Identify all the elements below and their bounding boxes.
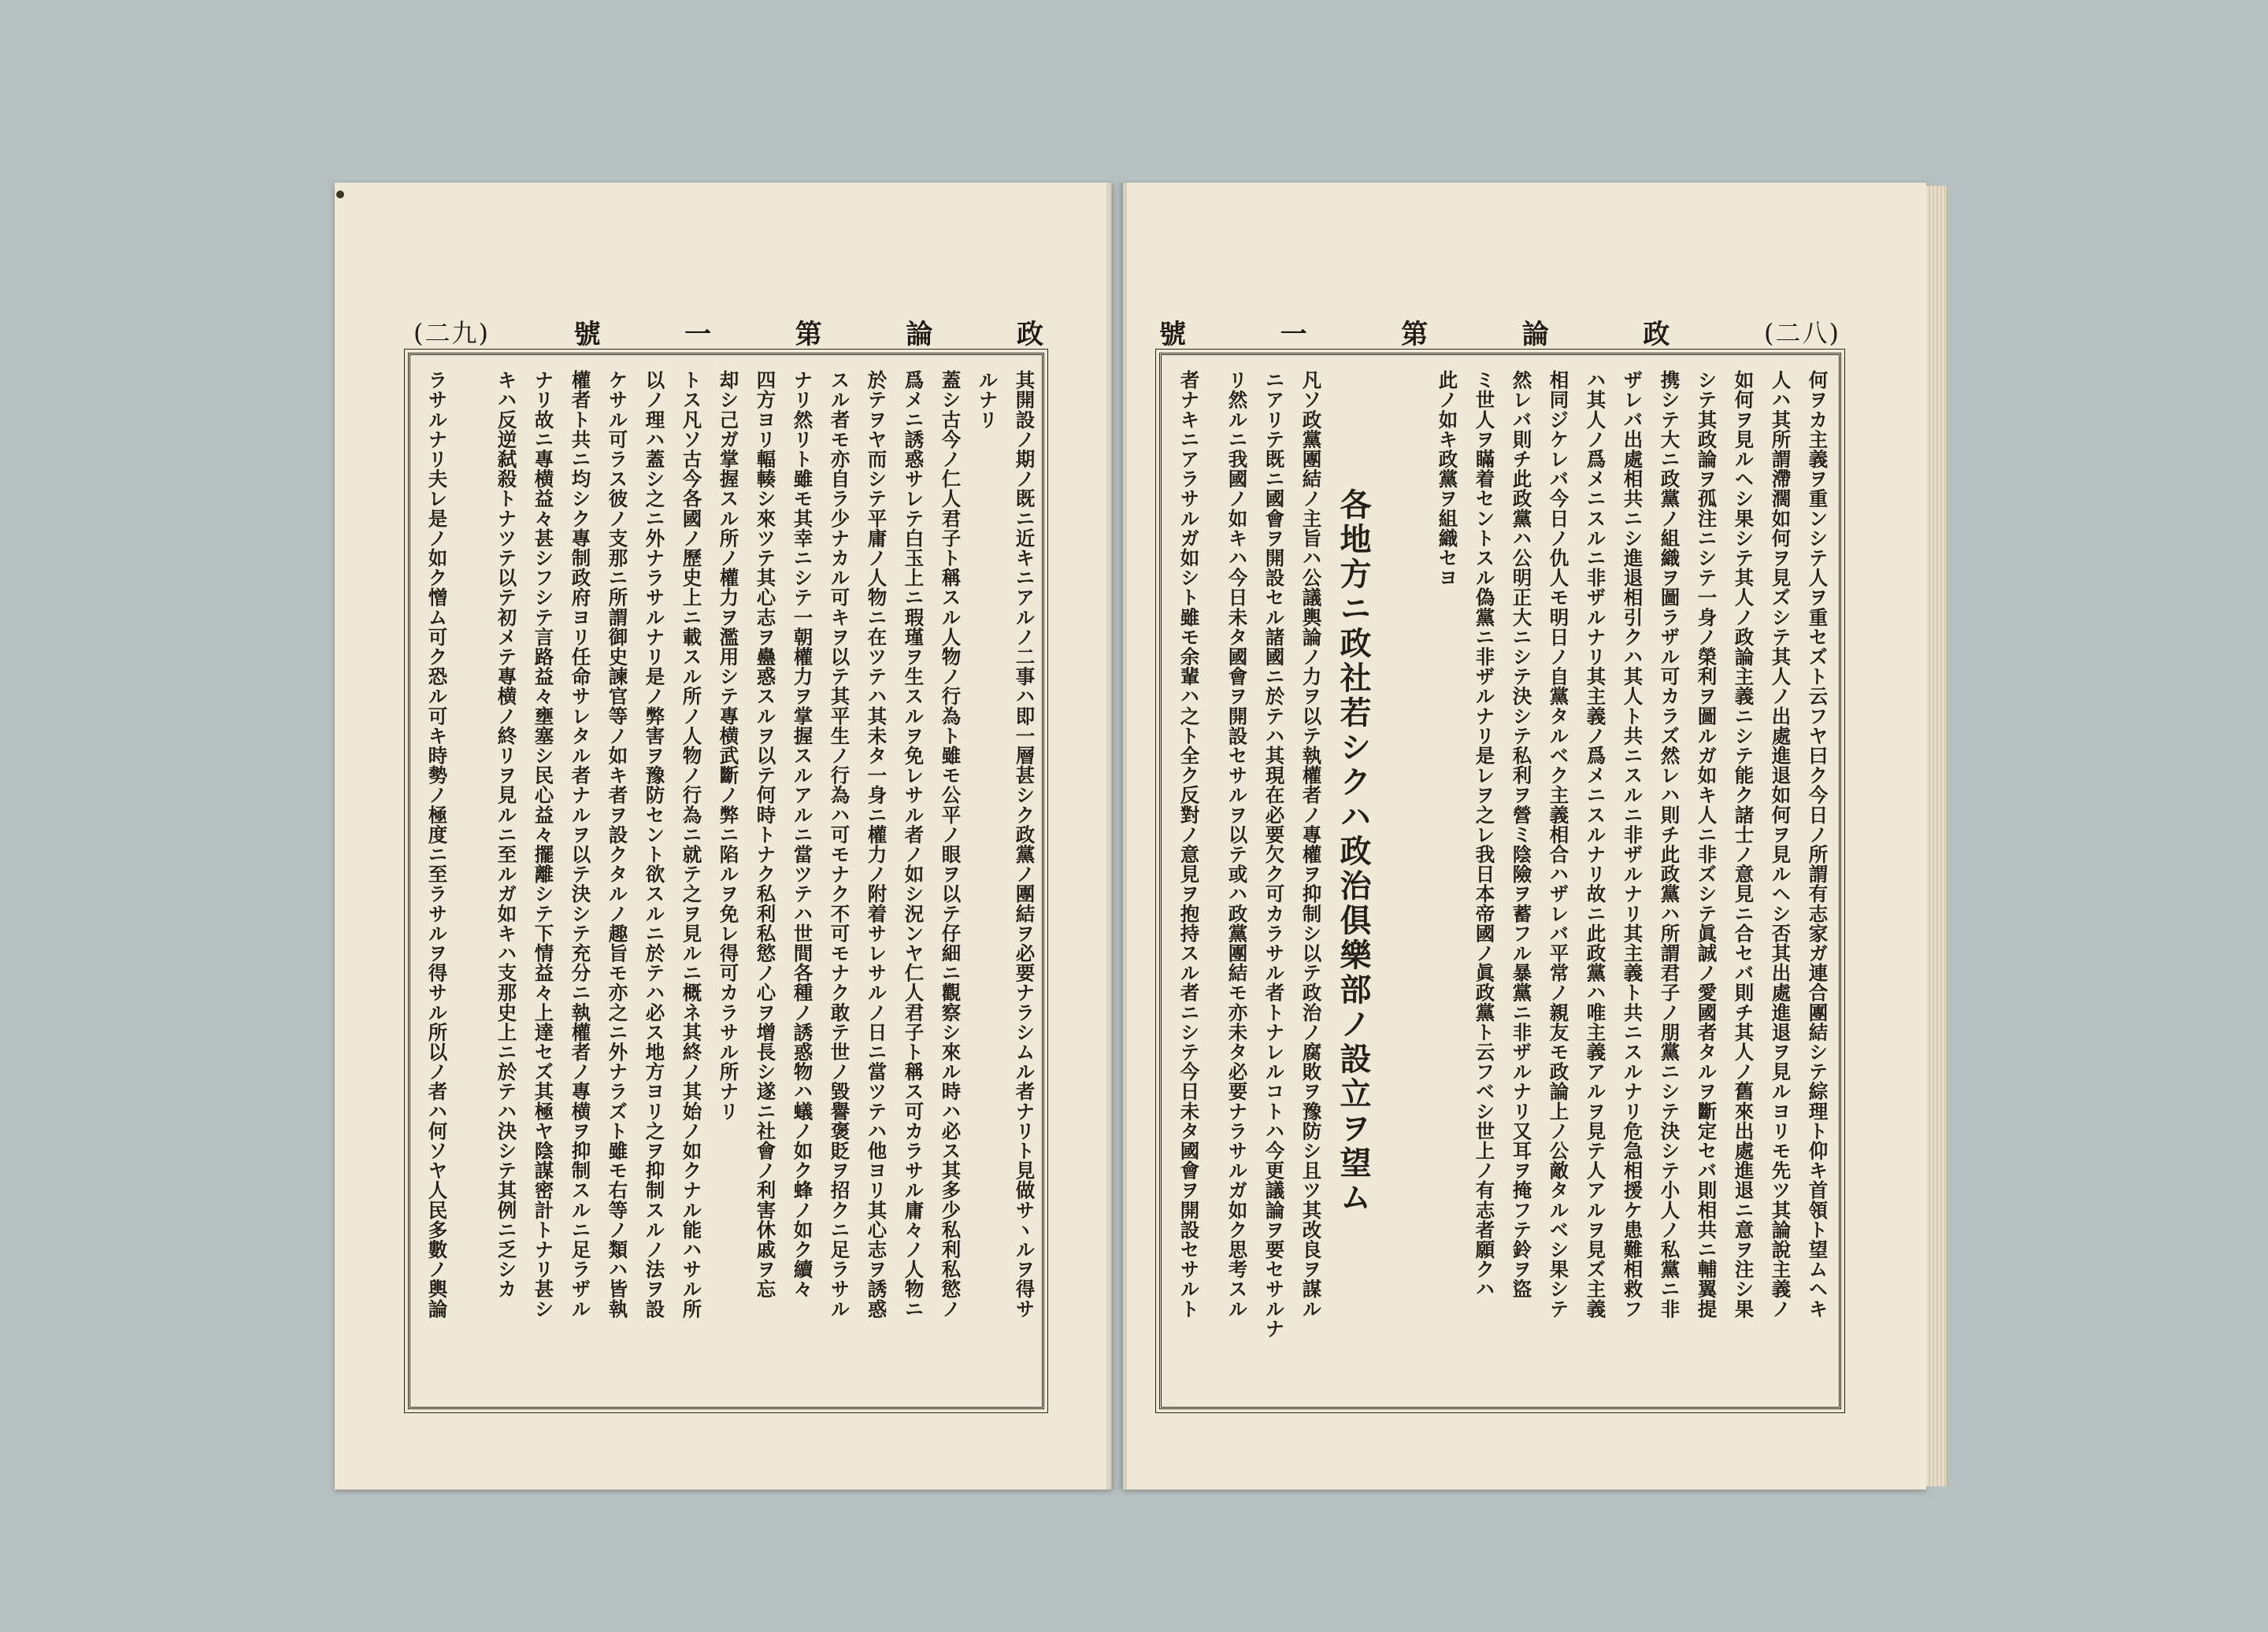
left-header-word: 一	[684, 318, 712, 350]
text-column: ハ其人ノ爲メニスルニ非ザルナリ其主義ノ爲メニスルナリ故ニ此政黨ハ唯主義アルヲ見テ人アルヲ見ズ主義	[1584, 370, 1607, 1319]
right-page-number: (二八)	[1763, 318, 1840, 348]
right-header-word: 第	[1401, 318, 1429, 350]
text-column: 權者ト共ニ均シク專制政府ヨリ任命サレタル者ナルヲ以テ決シテ充分ニ執權者ノ專横ヲ抑制スルニ足ラザル	[569, 370, 592, 1319]
right-header-word: 一	[1280, 318, 1307, 350]
text-column: ミ世人ヲ瞞着セントスル偽黨ニ非ザルナリ是レヲ之レ我日本帝國ノ眞政黨ト云フベシ世上ノ有志者願クハ	[1473, 370, 1496, 1299]
text-column: 凡ソ政黨團結ノ主旨ハ公議輿論ノ力ヲ以テ執權者ノ專權ヲ抑制シ以テ政治ノ腐敗ヲ豫防シ且ツ其改良ヲ謀ル	[1299, 370, 1323, 1319]
page-edges	[1926, 186, 1947, 1486]
left-header-word: 政	[1016, 318, 1043, 350]
right-page-header	[1159, 313, 1840, 350]
text-column: 人ハ其所謂滯濶如何ヲ見ズシテ其人ノ出處進退如何ヲ見ルヘシ否其出處進退ヲ見ルヨリモ先ツ其論說主義ノ	[1769, 370, 1792, 1319]
text-column: 携シテ大ニ政黨ノ組織ヲ圖ラザル可カラズ然レハ則チ此政黨ハ所謂君子ノ朋黨ニシテ決シテ小人ノ私黨ニ非	[1658, 370, 1681, 1319]
text-column: 如何ヲ見ルヘシ果シテ其人ノ政論主義ニシテ能ク諸士ノ意見ニ合セバ則チ其人ノ舊來出處進退ニ意ヲ注シ果	[1732, 370, 1755, 1319]
ink-dot	[336, 191, 344, 198]
text-column: 其開設ノ期ノ既ニ近キニアルノ二事ハ即一層甚シク政黨ノ團結ヲ必要ナラシムル者ナリト見做サヽルヲ得サ	[1013, 370, 1036, 1319]
text-column: リ然ルニ我國ノ如キハ今日未タ國會ヲ開設セサルヲ以テ或ハ政黨團結モ亦未タ必要ナラサルガ如ク思考スル	[1225, 370, 1249, 1319]
left-header-word: 號	[573, 318, 601, 350]
text-column: 四方ヨリ輻輳シ來ツテ其心志ヲ蠱惑スルヲ以テ何時トナク私利私慾ノ心ヲ增長シ遂ニ社會ノ利害休戚ヲ忘	[754, 370, 777, 1299]
text-column: トス凡ソ古今各國ノ歷史上ニ載スル所ノ人物ノ行為ニ就テ之ヲ見ルニ概ネ其終ノ其始ノ如クナル能ハサル所	[680, 370, 703, 1319]
text-column: 爲メニ誘惑サレテ白玉上ニ瑕瑾ヲ生スルヲ免レサル者ノ如シ況ンヤ仁人君子ト稱ス可カラサル庸々ノ人物ニ	[902, 370, 925, 1319]
text-column: ケサル可ラス彼ノ支那ニ所謂御史諫官等ノ如キ者ヲ設クタルノ趣旨モ亦之ニ外ナラズト雖モ右等ノ類ハ皆執	[606, 370, 629, 1319]
text-column: 却シ己ガ掌握スル所ノ權力ヲ濫用シテ專横武斷ノ弊ニ陷ルヲ免レ得可カラサル所ナリ	[717, 370, 740, 1121]
left-header-word: 第	[795, 318, 822, 350]
left-page-header	[413, 313, 1043, 350]
text-column: ニアリテ既ニ國會ヲ開設セル諸國ニ於テハ其現在必要欠ク可カラサル者トナレルコトハ今更議論ヲ要セサルナ	[1262, 370, 1286, 1338]
text-column: 此ノ如キ政黨ヲ組織セヨ	[1436, 370, 1459, 588]
text-column: 相同ジケレバ今日ノ仇人モ明日ノ自黨タルベク主義相合ハザレバ平常ノ親友モ政論上ノ公敵タルベシ果シテ	[1547, 370, 1570, 1319]
text-column: ラサルナリ夫レ是ノ如ク憎ム可ク恐ル可キ時勢ノ極度ニ至ラサルヲ得サル所以ノ者ハ何ソヤ人民多數ノ輿論	[425, 370, 449, 1319]
text-column: 於テヲヤ而シテ平庸ノ人物ニ在ツテハ其未タ一身ニ權力ノ附着サレサルノ日ニ當ツテハ他ヨリ其心志ヲ誘惑	[865, 370, 888, 1319]
left-header-word: 論	[906, 318, 933, 350]
text-column: シテ其政論ヲ孤注ニシテ一身ノ榮利ヲ圖ルガ如キ人ニ非ズシテ眞誠ノ愛國者タルヲ斷定セバ則相共ニ輔翼提	[1695, 370, 1718, 1319]
text-column: 何ヲカ主義ヲ重ンシテ人ヲ重セズト云フヤ曰ク今日ノ所謂有志家ガ連合團結シテ綜理ト仰キ首領ト望ムヘキ	[1806, 370, 1829, 1319]
text-column: 然レバ則チ此政黨ハ公明正大ニシテ決シテ私利ヲ營ミ陰險ヲ蓄フル暴黨ニ非ザルナリ又耳ヲ掩フテ鈴ヲ盜	[1510, 370, 1533, 1299]
text-column: ナリ然リト雖モ其幸ニシテ一朝權力ヲ掌握スルアルニ當ツテハ世間各種ノ誘惑物ハ蟻ノ如ク蜂ノ如ク續々	[791, 370, 814, 1299]
text-column: スル者モ亦自ラ少ナカル可キヲ以テ其平生ノ行為ハ可モナク不可モナク敢テ世ノ毀譽褒貶ヲ招クニ足ラサル	[828, 370, 851, 1319]
text-column: ルナリ	[976, 370, 999, 430]
text-column: 者ナキニアラサルガ如シト雖モ余輩ハ之ト全ク反對ノ意見ヲ抱持スル者ニシテ今日未タ國會ヲ開設セサルト	[1177, 370, 1201, 1319]
section-heading: 各地方ニ政社若シクハ政治俱樂部ノ設立ヲ望ム	[1335, 488, 1372, 1216]
text-column: キハ反逆弑殺トナツテ以テ初メテ專横ノ終リヲ見ルニ至ルガ如キハ支那史上ニ於テハ決シテ其例ニ乏シカ	[495, 370, 518, 1299]
book-gutter	[1106, 183, 1127, 1490]
right-header-word: 論	[1521, 318, 1549, 350]
text-column: 以ノ理ハ蓋シ之ニ外ナラサルナリ是ノ弊害ヲ豫防セント欲スルニ於テハ必ス地方ヨリ之ヲ抑制スルノ法ヲ設	[643, 370, 666, 1319]
text-column: ザレバ出處相共ニシ進退相引クハ其人ト共ニスルニ非ザルナリ其主義ト共ニスルナリ危急相援ケ患難相救フ	[1621, 370, 1644, 1319]
left-page-number: (二九)	[413, 318, 490, 348]
right-header-word: 號	[1159, 318, 1186, 350]
right-header-word: 政	[1643, 318, 1670, 350]
text-column: ナリ故ニ專横益々甚シフシテ言路益々壅塞シ民心益々擺離シテ下情益々上達セズ其極ヤ陰謀密計トナリ甚シ	[532, 370, 555, 1319]
text-column: 蓋シ古今ノ仁人君子ト稱スル人物ノ行為ト雖モ公平ノ眼ヲ以テ仔細ニ觀察シ來ル時ハ必ス其多少私利私慾ノ	[939, 370, 962, 1319]
